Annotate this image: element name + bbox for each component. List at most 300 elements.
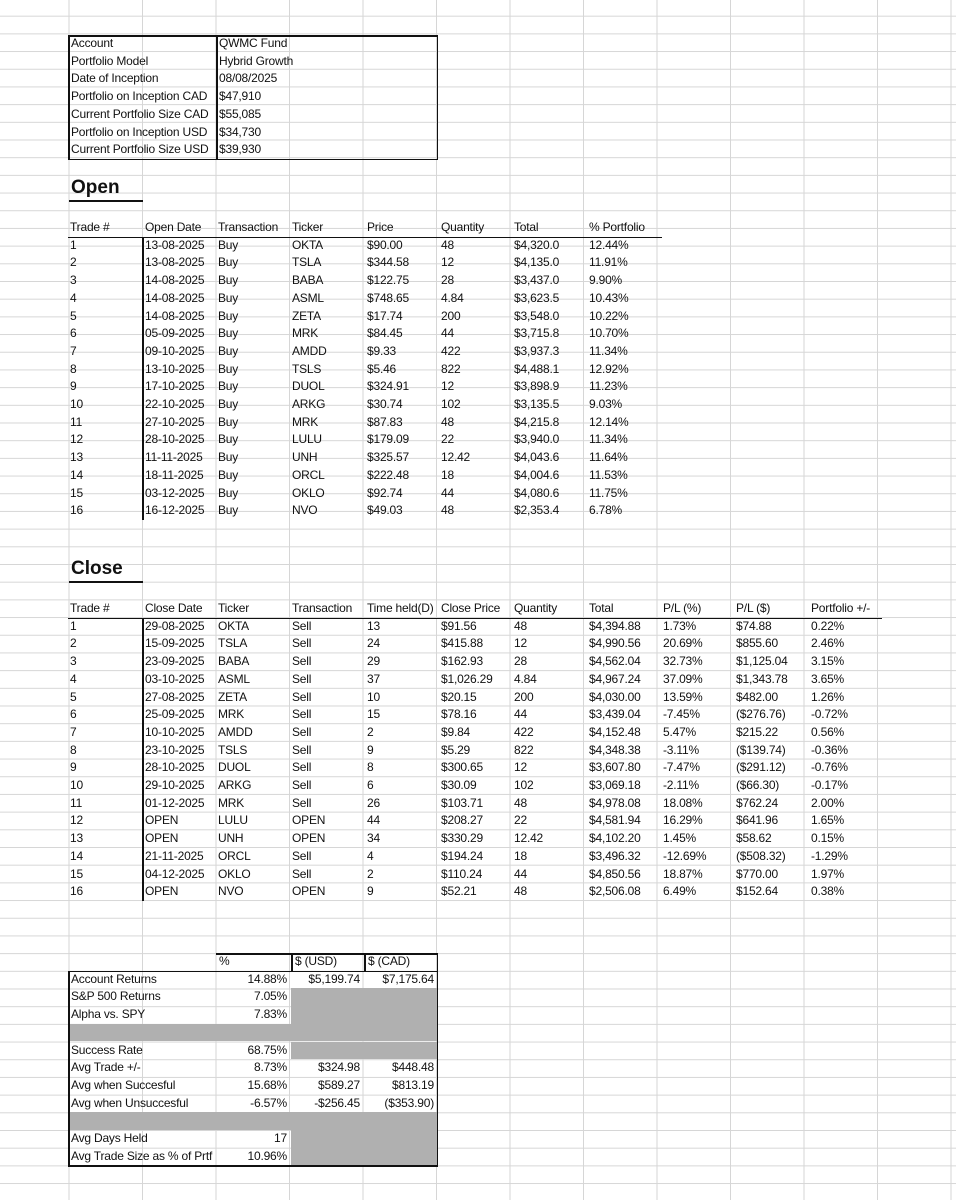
summary-cad [364,1006,434,1024]
summary-usd [291,1024,360,1042]
open-row-cell: $122.75 [367,273,409,288]
close-row-trade-number: 7 [70,724,77,739]
close-row-cell: -3.11% [663,742,699,757]
summary-header-pct: % [219,954,230,968]
open-row-cell: Buy [218,361,239,376]
open-row-cell: Buy [218,467,239,482]
close-row-cell: Sell [292,618,312,633]
close-row-cell: 102 [514,778,534,792]
info-label: Account [71,36,113,50]
open-row-cell: $324.91 [367,379,409,394]
open-row-cell: 422 [441,343,461,358]
summary-usd: $324.98 [318,1060,360,1075]
close-row-cell: $103.71 [441,795,483,810]
close-row-cell: $74.88 [736,618,772,633]
close-row-cell: $9.84 [441,724,471,739]
open-header-cell: Ticker [292,220,324,234]
open-row-cell: 44 [441,326,454,341]
close-row-trade-number: 12 [70,813,83,828]
close-row-cell: $1,343.78 [736,671,788,686]
info-value: $55,085 [219,106,261,121]
open-row-cell: $3,715.8 [514,326,560,341]
close-header-cell: Trade # [70,601,110,615]
open-row-cell: 822 [441,361,461,376]
summary-usd [291,1112,360,1130]
open-row-cell: $84.45 [367,326,403,341]
open-row-cell: Buy [218,343,239,358]
close-row-cell: 29 [367,654,380,669]
open-row-cell: $3,937.3 [514,343,560,358]
close-row-cell: ORCL [218,848,251,863]
close-row-cell: ($508.32) [736,848,786,863]
close-row-cell: -0.17% [811,778,848,792]
close-row-cell: Sell [292,848,312,863]
close-row-cell: BABA [218,654,250,669]
close-row-cell: $1,026.29 [441,671,493,686]
close-row-cell: 2 [367,724,374,739]
close-row-cell: $5.29 [441,742,471,757]
close-row-cell: $215.22 [736,724,778,739]
open-row-cell: 12.14% [589,414,629,429]
close-row-cell: LULU [218,813,248,828]
open-row-cell: 12.44% [589,237,629,252]
summary-pct: 7.83% [253,1007,287,1022]
summary-pct [216,1024,287,1042]
close-row-cell: $4,967.24 [589,671,641,686]
open-row-cell: UNH [292,450,318,465]
open-row-cell: $9.33 [367,343,397,358]
open-row-cell: 11.23% [589,379,628,394]
summary-pct: 7.05% [253,989,287,1004]
close-row-cell: $3,439.04 [589,707,641,722]
summary-header-top [216,953,438,955]
open-row-cell: 12 [441,255,454,270]
open-row-cell: ORCL [292,467,325,482]
open-row-cell: $90.00 [367,237,403,252]
summary-usd: -$256.45 [314,1095,360,1110]
close-row-cell: $91.56 [441,618,477,633]
summary-label: Avg Days Held [71,1131,148,1145]
summary-pct: 14.88% [247,971,287,986]
close-row-cell: $4,850.56 [589,866,641,881]
close-row-cell: MRK [218,795,245,810]
close-row-cell: 9 [367,742,374,757]
close-header-cell: P/L (%) [663,601,702,615]
summary-usd: $5,199.74 [308,971,360,986]
summary-usd [291,1148,360,1166]
open-row-cell: $4,080.6 [514,485,560,500]
close-row-trade-number: 1 [70,618,77,633]
close-row-cell: $330.29 [441,831,483,846]
close-row-cell: 1.73% [663,618,697,633]
close-row-cell: TSLS [218,742,248,757]
close-row-cell: -7.45% [663,707,700,722]
summary-usd [291,1006,360,1024]
close-row-cell: OPEN [145,831,179,846]
close-row-cell: $110.24 [441,866,483,881]
close-row-cell: 03-10-2025 [145,671,205,686]
close-row-cell: -0.36% [811,742,848,757]
close-row-cell: $4,562.04 [589,654,641,669]
summary-cad: $448.48 [392,1060,434,1075]
close-row-cell: 37 [367,671,380,686]
close-row-cell: ($291.12) [736,760,786,775]
close-row-cell: $78.16 [441,707,477,722]
close-row-cell: $1,125.04 [736,654,788,669]
close-row-cell: $4,152.48 [589,724,641,739]
open-row-cell: MRK [292,326,319,341]
close-row-cell: -2.11% [663,778,699,792]
close-row-cell: 23-09-2025 [145,654,205,669]
close-row-cell: Sell [292,795,312,810]
info-border-right [437,35,439,159]
open-row-cell: 22-10-2025 [145,397,205,411]
info-label: Portfolio on Inception CAD [71,89,208,104]
close-header-cell: Ticker [218,601,250,615]
close-row-cell: OPEN [145,884,179,899]
open-row-trade-number: 8 [70,361,77,376]
close-row-cell: $2,506.08 [589,884,641,899]
close-header-cell: Transaction [292,601,353,615]
open-row-cell: OKLO [292,485,325,500]
summary-pct: 8.73% [253,1060,287,1075]
close-row-cell: Sell [292,866,312,881]
close-date-col-divider [142,618,144,901]
close-row-cell: 4 [367,848,374,863]
summary-cad: ($353.90) [384,1095,434,1110]
info-border-left [68,35,70,159]
close-row-trade-number: 11 [70,795,83,810]
summary-pct: -6.57% [250,1095,287,1110]
open-section-title: Open [71,177,120,198]
close-row-cell: 12.42 [514,831,544,846]
close-row-cell: 48 [514,618,527,633]
close-row-cell: 18 [514,848,527,863]
close-row-trade-number: 9 [70,760,77,775]
open-row-cell: AMDD [292,343,327,358]
close-row-cell: 28-10-2025 [145,760,205,775]
close-row-cell: 2.00% [811,795,845,810]
close-row-cell: 200 [514,689,534,704]
info-border-top [68,35,438,37]
open-row-cell: Buy [218,414,239,429]
open-row-trade-number: 5 [70,308,77,323]
open-row-cell: 11.34% [589,343,628,358]
info-border-bottom [68,159,438,161]
close-row-cell: Sell [292,654,312,669]
close-row-cell: 422 [514,724,534,739]
open-row-cell: ZETA [292,308,321,323]
summary-border-right [437,971,439,1166]
close-row-cell: $4,102.20 [589,831,641,846]
open-row-cell: 48 [441,237,454,252]
close-row-cell: ARKG [218,778,252,792]
close-row-cell: $770.00 [736,866,778,881]
close-row-cell: $4,990.56 [589,636,641,651]
close-row-trade-number: 10 [70,778,83,792]
close-section-title: Close [71,558,123,579]
open-row-cell: 11.34% [589,432,628,447]
close-row-cell: 25-09-2025 [145,707,205,722]
open-row-cell: $4,320.0 [514,237,560,252]
close-row-cell: 6.49% [663,884,697,899]
close-row-cell: $3,496.32 [589,848,641,863]
info-label: Portfolio on Inception USD [71,124,208,139]
open-row-trade-number: 7 [70,343,77,358]
close-row-cell: 32.73% [663,654,703,669]
open-row-cell: 12.92% [589,361,629,376]
close-row-cell: Sell [292,671,312,686]
close-row-cell: OPEN [292,813,326,828]
open-header-cell: Trade # [70,220,110,234]
open-row-cell: Buy [218,237,239,252]
close-row-cell: ASML [218,671,250,686]
summary-header-right [437,953,439,971]
open-row-cell: 16-12-2025 [145,503,205,518]
close-row-cell: UNH [218,831,244,846]
close-row-cell: Sell [292,636,312,651]
open-row-cell: DUOL [292,379,325,394]
close-row-cell: NVO [218,884,244,899]
close-row-cell: 9 [367,884,374,899]
open-row-cell: Buy [218,485,239,500]
close-title-underline [69,581,143,583]
close-row-cell: 10-10-2025 [145,724,205,739]
close-header-cell: Total [589,601,614,615]
open-row-trade-number: 13 [70,450,83,465]
close-row-cell: 6 [367,778,374,792]
close-row-cell: 13.59% [663,689,703,704]
open-row-cell: 10.70% [589,326,629,341]
close-row-cell: 26 [367,795,380,810]
close-header-cell: P/L ($) [736,601,771,615]
summary-cad [364,1130,434,1148]
open-row-cell: $325.57 [367,450,409,465]
close-row-cell: 48 [514,884,527,899]
summary-label: Avg Trade Size as % of Prtf [71,1148,213,1163]
close-row-cell: $58.62 [736,831,772,846]
close-row-cell: OPEN [292,884,326,899]
close-row-cell: 27-08-2025 [145,689,205,704]
summary-header-div2 [364,953,366,971]
open-row-cell: OKTA [292,237,323,252]
summary-usd [291,1130,360,1148]
close-row-cell: 18.08% [663,795,703,810]
open-row-cell: $30.74 [367,397,403,411]
close-row-cell: $762.24 [736,795,778,810]
close-row-cell: $3,607.80 [589,760,641,775]
open-row-trade-number: 4 [70,290,77,305]
close-row-cell: AMDD [218,724,253,739]
summary-pct: 17 [274,1131,287,1145]
close-row-cell: 16.29% [663,813,703,828]
close-row-cell: Sell [292,778,312,792]
close-row-cell: $4,581.94 [589,813,641,828]
info-label: Portfolio Model [71,53,149,68]
close-row-cell: -0.72% [811,707,848,722]
open-header-cell: Quantity [441,220,485,234]
close-row-cell: 44 [367,813,380,828]
close-row-cell: 18.87% [663,866,703,881]
close-row-trade-number: 3 [70,654,77,669]
close-row-cell: $52.21 [441,884,477,899]
open-row-trade-number: 9 [70,379,77,394]
close-row-cell: 2 [367,866,374,881]
open-row-cell: MRK [292,414,319,429]
close-row-cell: 0.22% [811,618,845,633]
info-label: Current Portfolio Size USD [71,142,209,157]
open-row-trade-number: 16 [70,503,83,518]
close-row-cell: $3,069.18 [589,778,641,792]
open-row-cell: LULU [292,432,322,447]
close-row-cell: OKLO [218,866,251,881]
open-row-cell: 11.75% [589,485,628,500]
open-row-cell: 9.90% [589,273,623,288]
summary-border-bottom [68,1165,438,1167]
close-row-cell: $208.27 [441,813,483,828]
open-row-cell: Buy [218,503,239,518]
open-row-cell: 17-10-2025 [145,379,205,394]
close-row-cell: 3.65% [811,671,845,686]
close-row-cell: Sell [292,689,312,704]
open-header-cell: Transaction [218,220,279,234]
info-value: $34,730 [219,124,261,139]
open-row-cell: Buy [218,450,239,465]
close-row-trade-number: 8 [70,742,77,757]
open-row-trade-number: 3 [70,273,77,288]
close-row-trade-number: 16 [70,884,83,899]
close-row-trade-number: 6 [70,707,77,722]
open-row-cell: 14-08-2025 [145,273,205,288]
close-row-cell: 5.47% [663,724,697,739]
close-row-cell: -1.29% [811,848,848,863]
open-row-cell: 48 [441,414,454,429]
close-row-cell: 34 [367,831,380,846]
summary-label: Success Rate [71,1042,143,1057]
close-row-cell: 44 [514,866,527,881]
close-row-cell: ($139.74) [736,742,786,757]
open-row-cell: 12 [441,379,454,394]
close-row-cell: 22 [514,813,527,828]
open-row-cell: 03-12-2025 [145,485,205,500]
close-row-cell: 10 [367,689,380,704]
close-row-cell: -7.47% [663,760,700,775]
open-row-cell: $4,135.0 [514,255,560,270]
open-row-cell: Buy [218,290,239,305]
close-row-cell: 24 [367,636,380,651]
close-row-cell: 3.15% [811,654,845,669]
open-row-cell: 11.64% [589,450,628,465]
summary-pct: 10.96% [247,1148,287,1163]
open-row-cell: $4,488.1 [514,361,560,376]
close-row-cell: 2.46% [811,636,845,651]
open-row-cell: $4,004.6 [514,467,560,482]
open-row-trade-number: 11 [70,414,83,429]
summary-usd [291,988,360,1006]
close-row-cell: Sell [292,724,312,739]
summary-label: Avg Trade +/- [71,1060,141,1075]
close-row-cell: $855.60 [736,636,778,651]
summary-cad [364,1024,434,1042]
close-row-cell: 4.84 [514,671,537,686]
close-row-trade-number: 15 [70,866,83,881]
summary-label: Alpha vs. SPY [71,1007,146,1022]
summary-cad: $813.19 [392,1077,434,1092]
summary-pct: 15.68% [247,1077,287,1092]
close-row-trade-number: 5 [70,689,77,704]
open-row-cell: Buy [218,308,239,323]
open-row-cell: 05-09-2025 [145,326,205,341]
summary-label: Account Returns [71,971,157,986]
close-row-cell: 822 [514,742,534,757]
close-row-cell: Sell [292,707,312,722]
close-row-cell: $300.65 [441,760,483,775]
close-row-cell: -0.76% [811,760,848,775]
close-row-cell: 12 [514,760,527,775]
close-row-cell: 29-10-2025 [145,778,205,792]
info-value: $47,910 [219,89,261,104]
open-row-cell: Buy [218,397,239,411]
info-value: $39,930 [219,142,261,157]
info-value: QWMC Fund [219,36,288,50]
open-row-cell: Buy [218,273,239,288]
close-row-cell: 29-08-2025 [145,618,205,633]
close-row-cell: $152.64 [736,884,778,899]
info-label: Current Portfolio Size CAD [71,106,209,121]
info-border-mid [216,35,218,159]
close-row-cell: OPEN [292,831,326,846]
close-header-cell: Quantity [514,601,558,615]
open-row-cell: 13-08-2025 [145,255,205,270]
open-row-cell: Buy [218,432,239,447]
close-row-trade-number: 14 [70,848,83,863]
open-row-cell: 48 [441,503,454,518]
open-row-cell: $2,353.4 [514,503,560,518]
close-row-cell: $4,394.88 [589,618,641,633]
close-row-cell: 0.56% [811,724,845,739]
open-row-cell: 102 [441,397,461,411]
open-row-cell: BABA [292,273,324,288]
open-row-cell: Buy [218,379,239,394]
summary-label: S&P 500 Returns [71,989,161,1004]
open-row-cell: $4,043.6 [514,450,560,465]
open-row-cell: $3,623.5 [514,290,560,305]
open-header-cell: % Portfolio [589,220,645,234]
close-row-cell: 0.38% [811,884,845,899]
close-row-cell: 04-12-2025 [145,866,205,881]
open-row-cell: $748.65 [367,290,409,305]
close-header-cell: Close Price [441,601,501,615]
close-row-cell: $4,978.08 [589,795,641,810]
open-row-cell: $4,215.8 [514,414,560,429]
close-row-trade-number: 4 [70,671,77,686]
open-row-cell: $3,135.5 [514,397,560,411]
summary-cad: $7,175.64 [382,971,434,986]
open-row-cell: $3,548.0 [514,308,560,323]
close-row-cell: 44 [514,707,527,722]
info-label: Date of Inception [71,71,159,86]
close-row-cell: 1.26% [811,689,845,704]
open-date-col-divider [142,237,144,520]
close-row-cell: 15-09-2025 [145,636,205,651]
open-row-cell: Buy [218,326,239,341]
close-row-cell: ($276.76) [736,707,786,722]
open-row-cell: 11.53% [589,467,628,482]
close-header-cell: Portfolio +/- [811,601,871,615]
open-row-trade-number: 10 [70,397,83,411]
close-row-cell: MRK [218,707,245,722]
close-row-cell: 13 [367,618,380,633]
